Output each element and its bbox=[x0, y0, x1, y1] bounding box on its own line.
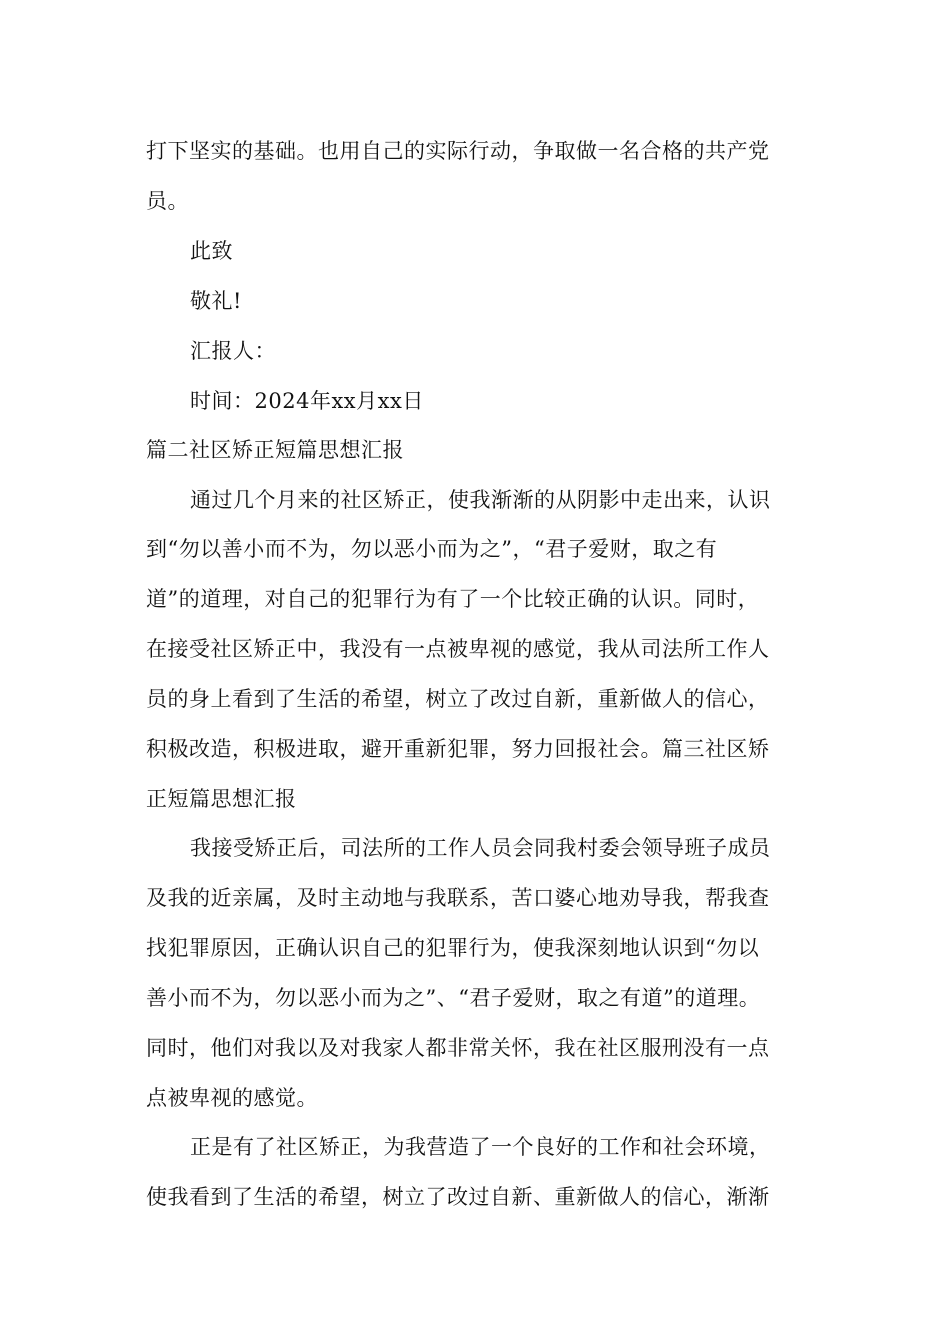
paragraph-line: 通过几个月来的社区矫正，使我渐渐的从阴影中走出来，认识 bbox=[190, 488, 771, 512]
paragraph-line: 同时，他们对我以及对我家人都非常关怀，我在社区服刑没有一点 bbox=[146, 1036, 770, 1060]
text-line: 员。 bbox=[146, 189, 189, 213]
paragraph-line: 点被卑视的感觉。 bbox=[146, 1086, 318, 1110]
paragraph-line: 员的身上看到了生活的希望，树立了改过自新，重新做人的信心， bbox=[146, 687, 770, 711]
paragraph-line: 我接受矫正后，司法所的工作人员会同我村委会领导班子成员 bbox=[190, 836, 771, 860]
date-line: 时间：2024年xx月xx日 bbox=[190, 389, 424, 413]
paragraph-line: 到“勿以善小而不为，勿以恶小而为之”，“君子爱财，取之有 bbox=[146, 537, 718, 561]
paragraph-line: 在接受社区矫正中，我没有一点被卑视的感觉，我从司法所工作人 bbox=[146, 637, 770, 661]
closing-regards: 敬礼! bbox=[190, 289, 242, 313]
text-line: 打下坚实的基础。也用自己的实际行动，争取做一名合格的共产党 bbox=[146, 139, 770, 163]
section-heading: 篇二社区矫正短篇思想汇报 bbox=[146, 438, 404, 462]
paragraph-line: 正是有了社区矫正，为我营造了一个良好的工作和社会环境， bbox=[190, 1135, 771, 1159]
paragraph-line: 及我的近亲属，及时主动地与我联系，苦口婆心地劝导我，帮我查 bbox=[146, 886, 770, 910]
paragraph-line: 使我看到了生活的希望，树立了改过自新、重新做人的信心，渐渐 bbox=[146, 1185, 770, 1209]
paragraph-line: 善小而不为，勿以恶小而为之”、“君子爱财，取之有道”的道理。 bbox=[146, 986, 761, 1010]
paragraph-line: 道”的道理，对自己的犯罪行为有了一个比较正确的认识。同时， bbox=[146, 587, 760, 611]
closing-salutation: 此致 bbox=[190, 239, 233, 263]
paragraph-line: 找犯罪原因，正确认识自己的犯罪行为，使我深刻地认识到“勿以 bbox=[146, 936, 760, 960]
paragraph-line: 积极改造，积极进取，避开重新犯罪，努力回报社会。篇三社区矫 bbox=[146, 737, 770, 761]
paragraph-line: 正短篇思想汇报 bbox=[146, 787, 297, 811]
reporter-label: 汇报人： bbox=[190, 339, 276, 363]
